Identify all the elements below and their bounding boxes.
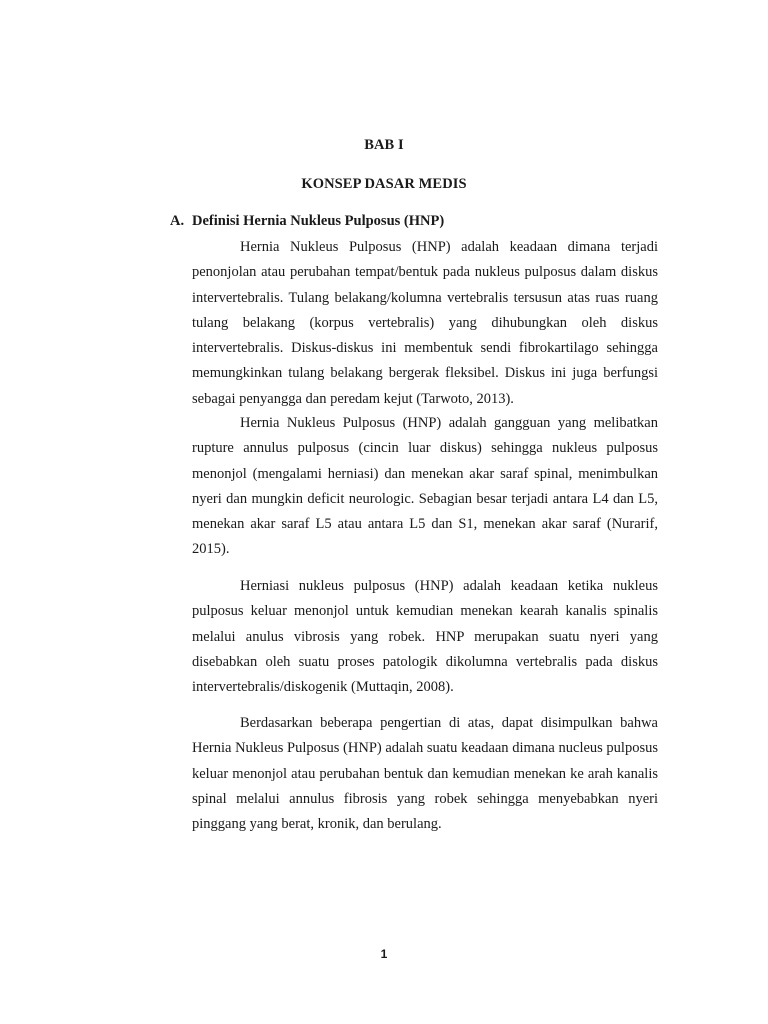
section-heading (170, 213, 444, 230)
section-heading-text: Definisi Hernia Nukleus Pulposus (HNP) (192, 213, 445, 229)
chapter-heading: BAB I (364, 137, 404, 153)
chapter-title: KONSEP DASAR MEDIS (301, 176, 467, 192)
page-number: 1 (380, 947, 388, 961)
paragraph-2: Hernia Nukleus Pulposus (HNP) adalah gangguan yang melibatkan rupture annulus pulposus (cincin luar diskus) sehingga nukleus pulposus menonjol (mengalami herniasi) dan menekan akar saraf spinal, menimbulkan nyeri dan mungkin deficit neurologic. Sebagian besar terjadi antara L4 dan L5, menekan akar saraf L5 atau antara L5 dan S1, menekan akar saraf (Nurarif, 2015). (192, 415, 658, 558)
paragraph-1: Hernia Nukleus Pulposus (HNP) adalah keadaan dimana terjadi penonjolan atau perubahan tempat/bentuk pada nukleus pulposus dalam diskus intervertebralis. Tulang belakang/kolumna vertebralis tersusun atas ruas ruang tulang belakang (korpus vertebralis) yang dihubungkan oleh diskus intervertebralis. Diskus-diskus ini membentuk sendi fibrokartilago sehingga memungkinkan tulang belakang bergerak fleksibel. Diskus ini juga berfungsi sebagai penyangga dan peredam kejut (Tarwoto, 2013). (192, 239, 658, 407)
paragraph-3: Herniasi nukleus pulposus (HNP) adalah keadaan ketika nukleus pulposus keluar menonjol untuk kemudian menekan kearah kanalis spinalis melalui anulus vibrosis yang robek. HNP merupakan suatu nyeri yang disebabkan oleh suatu proses patologik dikolumna vertebralis pada diskus intervertebralis/diskogenik (Muttaqin, 2008). (192, 578, 658, 696)
section-marker: A. (170, 213, 185, 229)
paragraph-4: Berdasarkan beberapa pengertian di atas, dapat disimpulkan bahwa Hernia Nukleus Pulposus (HNP) adalah suatu keadaan dimana nucleus pulposus keluar menonjol atau perubahan bentuk dan kemudian menekan ke arah kanalis spinal melalui annulus fibrosis yang robek sehingga menyebabkan nyeri pinggang yang berat, kronik, dan berulang. (192, 715, 658, 833)
